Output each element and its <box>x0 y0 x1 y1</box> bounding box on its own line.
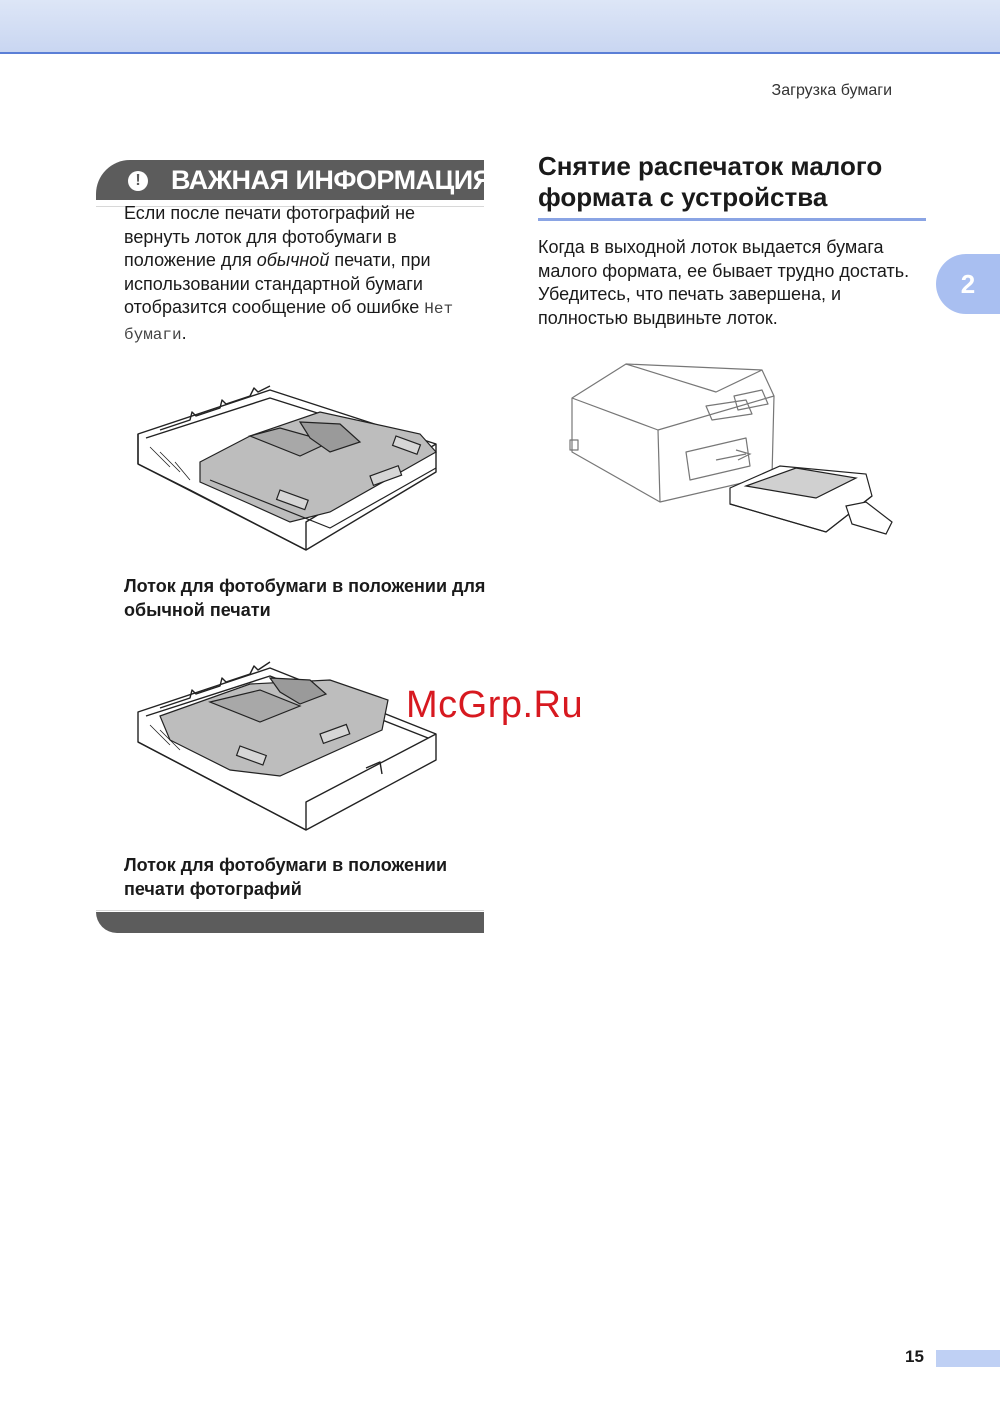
page-tab <box>936 1350 1000 1367</box>
top-header-band <box>0 0 1000 54</box>
important-header <box>96 160 492 200</box>
chapter-tab: 2 <box>936 254 1000 314</box>
section-title-rule <box>538 218 926 221</box>
printer-output-tray-illustration <box>566 356 896 540</box>
tray-photo-illustration <box>130 650 450 832</box>
caption-normal-position: Лоток для фотобумаги в положении для обычной печати <box>124 576 486 620</box>
important-text-end: . <box>181 322 187 343</box>
caption-photo-position: Лоток для фотобумаги в положении печати фотографий <box>124 855 448 899</box>
section-title: Снятие распечаток малого формата с устройства <box>538 151 883 212</box>
important-footer-bar <box>96 912 484 933</box>
tray-normal-illustration <box>130 372 450 554</box>
section-body: Когда в выходной лоток выдается бумага малого формата, ее бывает трудно достать. Убедитесь, что печать завершена, и полностью выдвиньте лоток. <box>538 237 910 328</box>
error-message: Нет бумаги <box>124 300 454 344</box>
important-title: ВАЖНАЯ ИНФОРМАЦИЯ <box>171 165 492 195</box>
exclamation-icon: ! <box>128 171 148 191</box>
important-text-italic: обычной <box>256 250 330 270</box>
important-bottom-rule <box>96 910 484 911</box>
watermark: McGrp.Ru <box>406 684 584 726</box>
important-text-part2: печати, при использовании стандартной бумаги отобразится сообщение об ошибке <box>124 250 431 317</box>
page-number: 15 <box>905 1347 924 1366</box>
important-text-part1: Если после печати фотографий не вернуть лоток для фотобумаги в положение для <box>124 203 416 270</box>
running-header: Загрузка бумаги <box>771 82 892 99</box>
important-text <box>124 202 484 347</box>
